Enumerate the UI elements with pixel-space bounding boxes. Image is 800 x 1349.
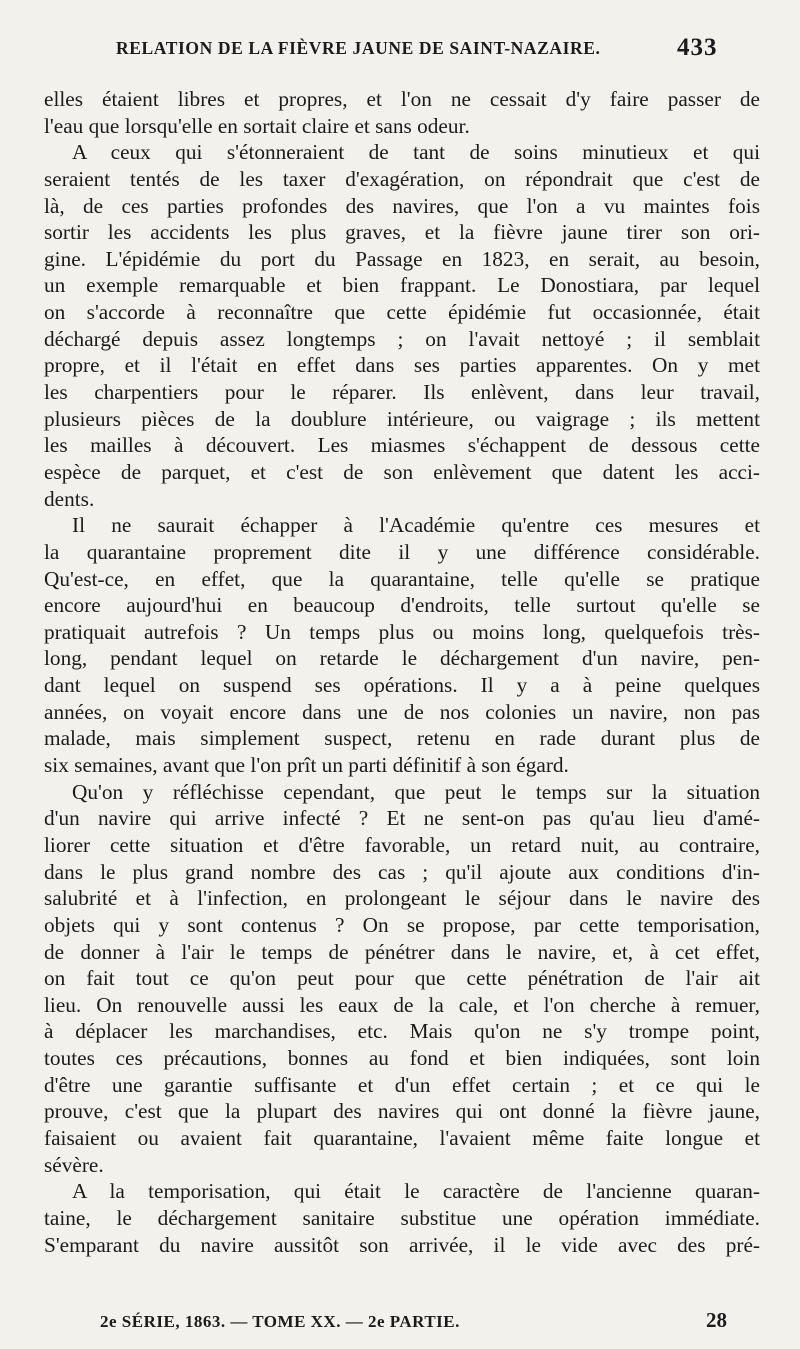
text-line: pratiquait autrefois ? Un temps plus ou moins long, quelquefois très-	[44, 619, 760, 644]
text-line: malade, mais simplement suspect, retenu en rade durant plus de	[44, 726, 760, 751]
text-line: Qu'est-ce, en effet, que la quarantaine, telle qu'elle se pratique	[44, 566, 760, 591]
text-line: sévère.	[44, 1152, 104, 1177]
text-line: on s'accorde à reconnaître que cette épidémie fut occasionnée, était	[44, 300, 760, 325]
text-line: elles étaient libres et propres, et l'on ne cessait d'y faire passer de	[44, 87, 760, 111]
text-line: déchargé depuis assez longtemps ; on l'avait nettoyé ; il semblait	[44, 326, 760, 351]
text-line: dans le plus grand nombre des cas ; qu'il ajoute aux conditions d'in-	[44, 859, 760, 884]
running-head	[0, 30, 800, 70]
text-line: prouve, c'est que la plupart des navires qui ont donné la fièvre jaune,	[44, 1099, 760, 1124]
text-line: faisaient ou avaient fait quarantaine, l'avaient même faite longue et	[44, 1125, 760, 1150]
text-line: d'un navire qui arrive infecté ? Et ne sent-on pas qu'au lieu d'amé-	[44, 806, 760, 831]
text-line: long, pendant lequel on retarde le déchargement d'un navire, pen-	[44, 646, 760, 671]
text-line: A ceux qui s'étonneraient de tant de soins minutieux et qui	[72, 140, 760, 165]
page-number: 433	[677, 34, 718, 61]
text-line: sortir les accidents les plus graves, et la fièvre jaune tirer son ori-	[44, 220, 760, 245]
text-line: un exemple remarquable et bien frappant. Le Donostiara, par lequel	[44, 273, 760, 298]
text-line: encore aujourd'hui en beaucoup d'endroits, telle surtout qu'elle se	[44, 593, 760, 618]
text-line: propre, et il l'était en effet dans ses parties apparentes. On y met	[44, 353, 760, 378]
text-line: là, de ces parties profondes des navires, que l'on a vu maintes fois	[44, 193, 760, 218]
text-line: de donner à l'air le temps de pénétrer dans le navire, et, à cet effet,	[44, 939, 760, 964]
text-line: lieu. On renouvelle aussi les eaux de la cale, et l'on cherche à remuer,	[44, 992, 760, 1017]
text-line: les mailles à découvert. Les miasmes s'échappent de dessous cette	[44, 433, 760, 458]
text-line: toutes ces précautions, bonnes au fond et bien indiquées, sont loin	[44, 1046, 760, 1071]
text-line: la quarantaine proprement dite il y une différence considérable.	[44, 539, 760, 564]
text-line: d'être une garantie suffisante et d'un effet certain ; et ce qui le	[44, 1072, 760, 1097]
text-line: les charpentiers pour le réparer. Ils enlèvent, dans leur travail,	[44, 380, 760, 405]
text-line: taine, le déchargement sanitaire substitue une opération immédiate.	[44, 1205, 760, 1230]
text-line: l'eau que lorsqu'elle en sortait claire et sans odeur.	[44, 113, 470, 138]
text-line: espèce de parquet, et c'est de son enlèvement que datent les acci-	[44, 459, 760, 484]
text-line: six semaines, avant que l'on prît un parti définitif à son égard.	[44, 753, 569, 778]
text-line: seraient tentés de les taxer d'exagération, on répondrait que c'est de	[44, 166, 760, 191]
text-line: A la temporisation, qui était le caractère de l'ancienne quaran-	[72, 1179, 760, 1204]
text-line: années, on voyait encore dans une de nos colonies un navire, non pas	[44, 699, 760, 724]
text-line: dant lequel on suspend ses opérations. Il y a à peine quelques	[44, 673, 760, 698]
text-line: plusieurs pièces de la doublure intérieure, ou vaigrage ; ils mettent	[44, 406, 760, 431]
text-line: liorer cette situation et d'être favorable, un retard nuit, au contraire,	[44, 832, 760, 857]
text-line: on fait tout ce qu'on peut pour que cette pénétration de l'air ait	[44, 966, 760, 991]
body-text	[44, 86, 760, 1258]
text-line: gine. L'épidémie du port du Passage en 1823, en serait, au besoin,	[44, 246, 760, 271]
text-line: Qu'on y réfléchisse cependant, que peut le temps sur la situation	[72, 779, 760, 804]
text-line: Il ne saurait échapper à l'Académie qu'entre ces mesures et	[72, 513, 760, 538]
text-line: à déplacer les marchandises, etc. Mais qu'on ne s'y trompe point,	[44, 1019, 760, 1044]
text-line: salubrité et à l'infection, en prolongeant le séjour dans le navire des	[44, 886, 760, 911]
page-footer	[0, 1308, 800, 1338]
text-line: objets qui y sont contenus ? On se propose, par cette temporisation,	[44, 912, 760, 937]
sheet-number: 28	[706, 1308, 727, 1332]
running-title: RELATION DE LA FIÈVRE JAUNE DE SAINT-NAZAIRE.	[116, 38, 601, 58]
text-line: S'emparant du navire aussitôt son arrivée, il le vide avec des pré-	[44, 1232, 760, 1257]
text-line: dents.	[44, 486, 95, 511]
signature-mark: 2e SÉRIE, 1863. — TOME XX. — 2e PARTIE.	[100, 1312, 460, 1331]
